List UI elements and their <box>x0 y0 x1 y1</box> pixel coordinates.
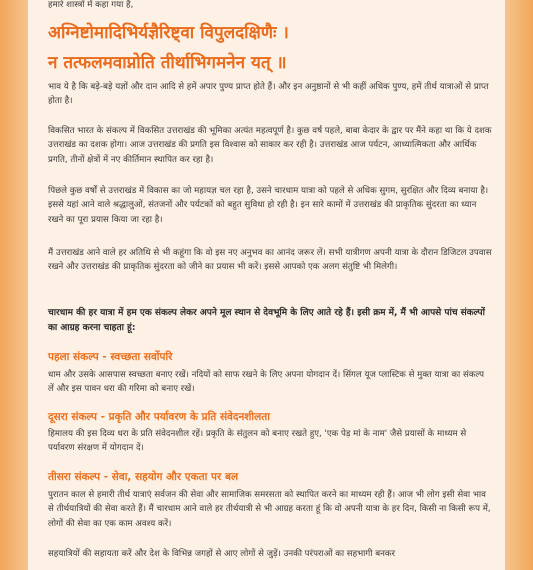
verse-line-1: अग्निष्टोमादिभिर्यज्ञैरिष्ट्वा विपुलदक्षिणैः । <box>48 23 289 43</box>
section-2-text: हिमालय की इस दिव्य धरा के प्रति संवेदनशील रहें। प्रकृति के संतुलन को बनाए रखते हुए, 'एक पेड़ मां के नाम' जैसे प्रयासों के माध्यम से पर्यावरण संरक्षण में योगदान दें। <box>48 429 467 454</box>
section-3-text: पुरातन काल से हमारी तीर्थ यात्राएं सर्वजन की सेवा और सामाजिक समरसता को स्थापित करने का माध्यम रही हैं। आज भी लोग इसी सेवा भाव से तीर्थयात्रियों की सेवा करते हैं। मैं चारधाम आने वाले हर तीर्थयात्री से भी आग्रह करता हूं कि वो अपनी यात्रा के हर दिन, किसी ना किसी रूप में, लोगों की सेवा का एक काम अवश्य करें। <box>48 490 491 529</box>
verse-line-2: न तत्फलमवाप्नोति तीर्थाभिगमनेन यत् ॥ <box>48 53 287 73</box>
paragraph-2: विकसित भारत के संकल्प में विकसित उत्तराखंड की भूमिका अत्यंत महत्वपूर्ण है। कुछ वर्ष पहले, बाबा केदार के द्वार पर मैंने कहा था कि ये दशक उत्तराखंड का दशक होगा। आज उत्तराखंड की प्रगति इस विश्वास को साकार कर रही है। उत्तराखंड आज पर्यटन, आध्यात्मिकता और आर्थिक प्रगति, तीनों क्षेत्रों में नए कीर्तिमान स्थापित कर रहा है। <box>48 126 492 165</box>
page-edge-left <box>0 0 28 570</box>
section-2-heading: दूसरा संकल्प - प्रकृति और पर्यावरण के प्रति संवेदनशीलता <box>48 411 270 423</box>
bold-paragraph: चारधाम की हर यात्रा में हम एक संकल्प लेकर अपने मूल स्थान से देवभूमि के लिए आते रहे हैं। इसी क्रम में, मैं भी आपसे पांच संकल्पों का आग्रह करना चाहता हूं: <box>48 308 485 333</box>
section-3-heading: तीसरा संकल्प - सेवा, सहयोग और एकता पर बल <box>48 471 239 483</box>
page-edge-right <box>505 0 533 570</box>
document-page <box>28 0 505 570</box>
closing-paragraph: सहयात्रियों की सहायता करें और देश के विभिन्न जगहों से आए लोगों से जुड़ें। उनकी परंपराओं का सहभागी बनकर <box>48 549 395 559</box>
paragraph-4: मैं उत्तराखंड आने वाले हर अतिथि से भी कहूंगा कि वो इस नए अनुभव का आनंद जरूर लें। सभी यात्रीगण अपनी यात्रा के दौरान डिजिटल उपवास रखने और उत्तराखंड की प्राकृतिक सुंदरता को जीने का प्रयास भी करें। इससे आपको एक अलग संतुष्टि भी मिलेगी। <box>48 248 492 273</box>
paragraph-1: भाव ये है कि बड़े-बड़े यज्ञों और दान आदि से हमें अपार पुण्य प्राप्त होते हैं। और इन अनुष्ठानों से भी कहीं अधिक पुण्य, हमें तीर्थ यात्राओं से प्राप्त होता है। <box>48 82 489 107</box>
paragraph-3: पिछले कुछ वर्षों से उत्तराखंड में विकास का जो महायज्ञ चल रहा है, उसने चारधाम यात्रा को पहले से अधिक सुगम, सुरक्षित और दिव्य बनाया है। इससे यहां आने वाले श्रद्धालुओं, संतजनों और पर्यटकों को बहुत सुविधा हो रही है। इन सारे कामों में उत्तराखंड की प्राकृतिक सुंदरता का ध्यान रखने का पूरा प्रयास किया जा रहा है। <box>48 186 489 225</box>
intro-line: हमारे शास्त्रों में कहा गया है, <box>48 0 134 10</box>
section-1-heading: पहला संकल्प - स्वच्छता सर्वोपरि <box>48 351 173 363</box>
section-1-text: धाम और उसके आसपास स्वच्छता बनाए रखें। नदियों को साफ रखने के लिए अपना योगदान दें। सिंगल यूज प्लास्टिक से मुक्त यात्रा का संकल्प लें और इस पावन धरा की गरिमा को बनाए रखें। <box>48 370 484 395</box>
